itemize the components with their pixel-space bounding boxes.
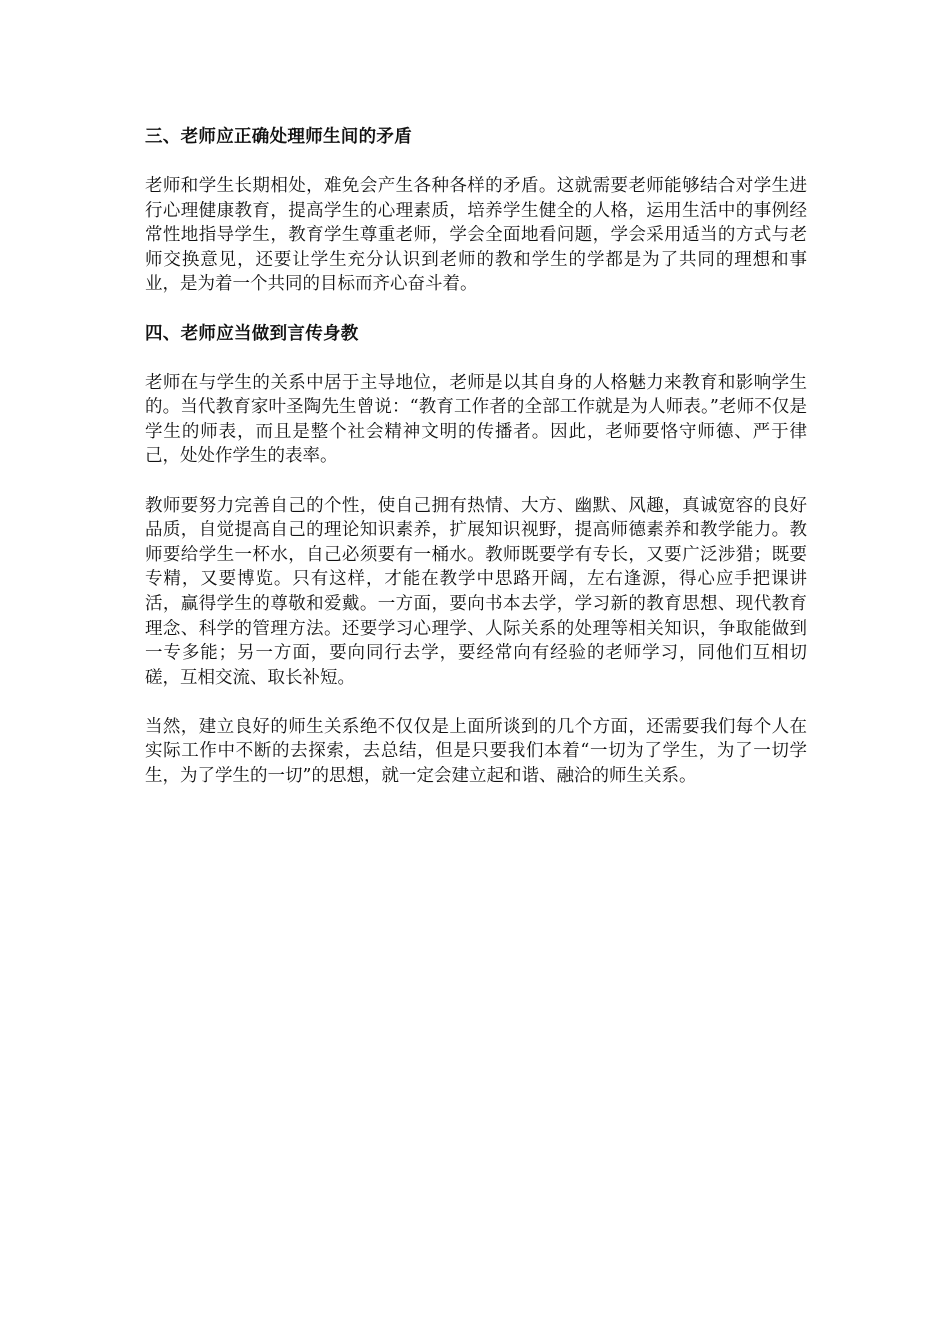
paragraph: 当然，建立良好的师生关系绝不仅仅是上面所谈到的几个方面，还需要我们每个人在实际工作中不断的去探索，去总结，但是只要我们本着“一切为了学生，为了一切学生，为了学生的一切”的思想，就一定会建立起和谐、融洽的师生关系。 — [145, 716, 807, 787]
section-heading-4: 四、老师应当做到言传身教 — [145, 323, 359, 344]
document-body — [145, 125, 807, 813]
section-heading-3: 三、老师应正确处理师生间的矛盾 — [145, 127, 412, 147]
paragraph: 老师和学生长期相处，难免会产生各种各样的矛盾。这就需要老师能够结合对学生进行心理健康教育，提高学生的心理素质，培养学生健全的人格，运用生活中的事例经常性地指导学生，教育学生尊重老师，学会全面地看问题，学会采用适当的方式与老师交换意见，还要让学生充分认识到老师的教和学生的学都是为了共同的理想和事业，是为着一个共同的目标而齐心奋斗着。 — [145, 176, 807, 295]
paragraph: 教师要努力完善自己的个性，使自己拥有热情、大方、幽默、风趣，真诚宽容的良好品质，自觉提高自己的理论知识素养，扩展知识视野，提高师德素养和教学能力。教师要给学生一杯水，自己必须要有一桶水。教师既要学有专长，又要广泛涉猎；既要专精，又要博览。只有这样，才能在教学中思路开阔，左右逢源，得心应手把课讲活，赢得学生的尊敬和爱戴。一方面，要向书本去学，学习新的教育思想、现代教育理念、科学的管理方法。还要学习心理学、人际关系的处理等相关知识，争取能做到一专多能；另一方面，要向同行去学，要经常向有经验的老师学习，同他们互相切磋，互相交流、取长补短。 — [145, 495, 807, 688]
paragraph: 老师在与学生的关系中居于主导地位，老师是以其自身的人格魅力来教育和影响学生的。当代教育家叶圣陶先生曾说：“教育工作者的全部工作就是为人师表。”老师不仅是学生的师表，而且是整个社会精神文明的传播者。因此，老师要恪守师德、严于律己，处处作学生的表率。 — [145, 372, 807, 467]
